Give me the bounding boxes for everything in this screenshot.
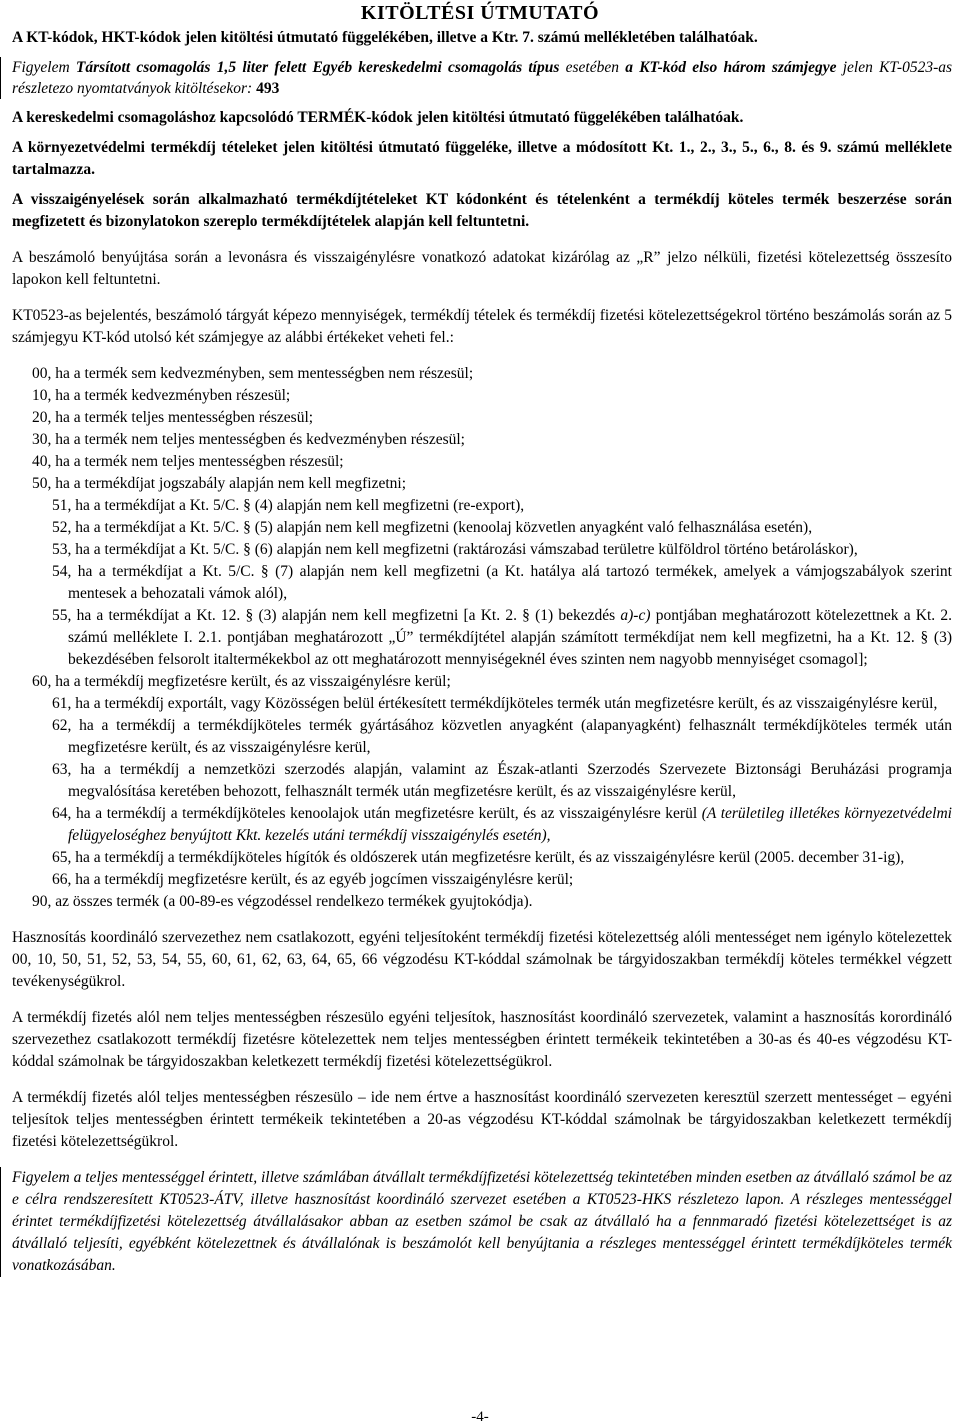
warning-prefix: Figyelem — [12, 59, 76, 76]
page-number: -4- — [471, 1409, 489, 1425]
warning-bold-2: a KT-kód elso három számjegye — [625, 59, 837, 76]
list-item: 10, ha a termék kedvezményben részesül; — [32, 387, 291, 404]
list-item: 52, ha a termékdíjat a Kt. 5/C. § (5) alapján nem kell megfizetni (kenoolaj közvetlen anyagként való felhasználása esetén), — [52, 519, 813, 536]
list-item: 50, ha a termékdíjat jogszabály alapján nem kell megfizetni; — [32, 475, 407, 492]
list-item: 54, ha a termékdíjat a Kt. 5/C. § (7) alapján nem kell megfizetni (a Kt. hatálya alá tartozó termékek, amelyek a vámjogszabályok szerint mentesek a behozatali vámok alól), — [52, 563, 952, 602]
list-item: 61, ha a termékdíj exportált, vagy Közösségen belül értékesített termékdíjköteles termék után megfizetésre került, és az visszaigénylésre kerül, — [52, 695, 938, 712]
list-item-64 — [12, 803, 952, 847]
list-item: 00, ha a termék sem kedvezményben, sem mentességben nem részesül; — [32, 365, 474, 382]
list-item: 60, ha a termékdíj megfizetésre került, és az visszaigénylésre kerül; — [32, 673, 451, 690]
page-title: KITÖLTÉSI ÚTMUTATÓ — [360, 2, 600, 24]
report-r-paragraph: A beszámoló benyújtása során a levonásra és visszaigénylésre vonatkozó adatokat kizárólag az „R” jelzo nélküli, fizetési kötelezettség összesíto lapokon kell feltuntetni. — [12, 249, 952, 288]
code-list — [12, 363, 952, 913]
code-55-text-a: 55, ha a termékdíjat a Kt. 12. § (3) alapján nem kell megfizetni [a Kt. 2. § (1) bekezdés — [52, 607, 621, 624]
kt0523-intro-paragraph: KT0523-as bejelentés, beszámoló tárgyát képezo mennyiségek, termékdíj tételek és termékdíj fizetési kötelezettségekrol történo beszámolás során az 5 számjegyu KT-kód utolsó két számjegye az alábbi értékeket veheti fel.: — [12, 307, 952, 346]
warning-bold: Társított csomagolás 1,5 liter felett Egyéb kereskedelmi csomagolás típus — [75, 59, 560, 76]
warning-note — [0, 57, 952, 99]
list-item-55 — [12, 605, 952, 671]
list-item: 53, ha a termékdíjat a Kt. 5/C. § (6) alapján nem kell megfizetni (raktározási vámszabad területre külföldrol történo betároláskor), — [52, 541, 858, 558]
code-64-text-a: 64, ha a termékdíj a termékdíjköteles kenoolajok után megfizetésre került, és az visszaigénylésre kerül — [52, 805, 702, 822]
document-body — [12, 27, 952, 1277]
warning-mid: esetében — [559, 59, 626, 76]
termek-codes-notice: A kereskedelmi csomagoláshoz kapcsolódó TERMÉK-kódok jelen kitöltési útmutató függelékében találhatóak. — [12, 109, 744, 126]
warning-line-2: jelen KT-0523-as részletezo nyomtatványok kitöltésekor: — [12, 59, 953, 97]
list-item: 51, ha a termékdíjat a Kt. 5/C. § (4) alapján nem kell megfizetni (re-export), — [52, 497, 525, 514]
list-item: 65, ha a termékdíj a termékdíjköteles hígítók és oldószerek után megfizetésre került, és az visszaigénylésre kerül (2005. december 31-ig), — [52, 849, 905, 866]
list-item: 20, ha a termék teljes mentességben részesül; — [32, 409, 314, 426]
list-item: 90, az összes termék (a 00-89-es végzodéssel rendelkezo termékek gyujtokódja). — [32, 893, 533, 910]
list-item: 40, ha a termék nem teljes mentességben részesül; — [32, 453, 344, 470]
warning-value: 493 — [252, 80, 280, 97]
list-item: 66, ha a termékdíj megfizetésre került, és az egyéb jogcímen visszaigénylésre kerül; — [52, 871, 574, 888]
closing-paragraph: A termékdíj fizetés alól teljes mentességben részesülo – ide nem értve a hasznosítást koordináló szervezeten keresztül szerzett mentességet – egyéni teljesítok teljes mentességben érintett termékeik tekintetében a 20-as végzodésu KT-kóddal számolnak be tárgyidoszakban keletkezett termékdíj fizetési kötelezettségükrol. — [12, 1089, 952, 1150]
code-64-text-b: (A területileg illetékes környezetvédelmi felügyeloséghez benyújtott Kkt. kezelés utáni termékdíj visszaigénylés esetén), — [68, 805, 952, 844]
code-55-text-b: a)-c) — [620, 607, 651, 624]
closing-paragraph: Hasznosítás koordináló szervezethez nem csatlakozott, egyéni teljesítoként termékdíj fizetési kötelezettség alóli mentességet nem igénylo kötelezettek 00, 10, 50, 51, 52, 53, 54, 55, 60, 61, 62, 63, 64, 65, 66 végzodésu KT-kóddal számolnak be tárgyidoszakban termékdíj köteles termékkel végzett tevékenységükrol. — [12, 929, 952, 990]
env-fee-notice: A környezetvédelmi termékdíj tételeket jelen kitöltési útmutató függeléke, illetve a módosított Kt. 1., 2., 3., 5., 6., 8. és 9. számú melléklete tartalmazza. — [12, 139, 952, 178]
kt-codes-notice: A KT-kódok, HKT-kódok jelen kitöltési útmutató függelékében, illetve a Ktr. 7. számú mellékletében találhatóak. — [12, 29, 758, 46]
code-55-text-c: pontjában meghatározott kötelezettnek a Kt. 2. számú melléklete I. 2.1. pontjában meghatározott „Ú” termékdíjtétel alapján számított termékdíjat nem kell megfizetni, ha a Kt. 12. § (3) bekezdésében felsorolt italtermékekbol az ott meghatározott mennyiségeknél éves szinten nem nagyobb mennyiséget csomagol]; — [68, 607, 953, 668]
final-note: Figyelem a teljes mentességgel érintett, illetve számlában átvállalt termékdíjfizetési kötelezettség tekintetében minden esetben az átvállaló számol be az e célra rendszeresített KT0523-ÁTV, illetve hasznosítást koordináló szervezet esetében a KT0523-HKS részletezo lapon. A részleges mentességgel érintet termékdíjfizetési kötelezettség átvállalásakor abban az esetben számol be csak az átvállaló ha a fennmaradó fizetési kötelezettséget is az átvállaló teljesíti, egyébként kötelezettnek és átvállalónak is beszámolót kell benyújtania a részleges mentességgel érintett termékdíjköteles termék vonatkozásában. — [0, 1167, 952, 1277]
refund-notice: A visszaigényelések során alkalmazható termékdíjtételeket KT kódonként és tételenként a termékdíj köteles termék beszerzése során megfizetett és bizonylatokon szereplo termékdíjtételek alapján kell feltuntetni. — [12, 191, 952, 230]
closing-paragraph: A termékdíj fizetés alól nem teljes mentességben részesülo egyéni teljesítok, hasznosítást koordináló szervezetek, valamint a hasznosítás korordináló szervezethez csatlakozott termékdíj fizetésre kötelezettek nem teljes mentességben érintett termékeik tekintetében a 30-as és 40-es végzodésu KT-kóddal számolnak be tárgyidoszakban keletkezett termékdíj fizetési kötelezettségükrol. — [12, 1009, 952, 1070]
list-item: 63, ha a termékdíj a nemzetközi szerzodés alapján, valamint az Észak-atlanti Szerzodés Szervezete Biztonsági Beruházási programja megvalósítása keretében behozott, felhasznált termék után megfizetésre került, és az visszaigénylésre kerül, — [52, 761, 952, 800]
list-item: 62, ha a termékdíj a termékdíjköteles termék gyártásához közvetlen anyagként (alapanyagként) felhasznált termékdíjköteles termék után megfizetésre került, és az visszaigénylésre kerül, — [52, 717, 952, 756]
list-item: 30, ha a termék nem teljes mentességben és kedvezményben részesül; — [32, 431, 465, 448]
